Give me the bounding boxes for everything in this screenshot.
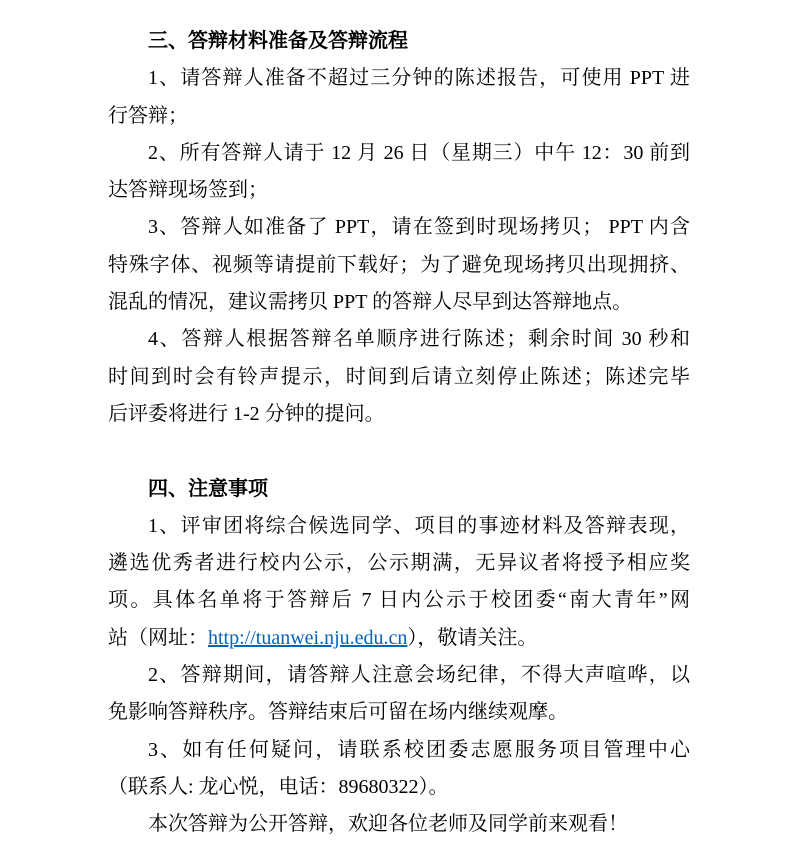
paragraph-line: 混乱的情况，建议需拷贝 PPT 的答辩人尽早到达答辩地点。 (108, 291, 633, 314)
section-heading: 三、答辩材料准备及答辩流程 (148, 30, 408, 52)
paragraph-line: 3、如有任何疑问，请联系校团委志愿服务项目管理中心 (148, 738, 690, 761)
paragraph-line: （联系人: 龙心悦，电话：89680322）。 (108, 775, 449, 798)
paragraph-line: 后评委将进行 1-2 分钟的提问。 (108, 402, 385, 425)
paragraph (108, 60, 690, 135)
paragraph (108, 657, 690, 732)
paragraph (108, 321, 690, 433)
section-notes (108, 471, 690, 844)
document-page (108, 23, 690, 844)
paragraph-line: 特殊字体、视频等请提前下载好；为了避免现场拷贝出现拥挤、 (108, 253, 690, 276)
paragraph-line: 遴选优秀者进行校内公示，公示期满，无异议者将授予相应奖 (108, 552, 690, 575)
section-procedure (108, 23, 690, 433)
paragraph-line: 2、所有答辩人请于 12 月 26 日（星期三）中午 12：30 前到 (148, 141, 690, 164)
paragraph (108, 135, 690, 210)
closing-line: 本次答辩为公开答辩，欢迎各位老师及同学前来观看！ (148, 813, 628, 836)
section-heading: 四、注意事项 (148, 477, 268, 500)
paragraph-line: 1、评审团将综合候选同学、项目的事迹材料及答辩表现， (148, 514, 690, 537)
paragraph-line (108, 620, 690, 657)
website-link[interactable]: http://tuanwei.nju.edu.cn (208, 626, 408, 649)
paragraph-line: 项。具体名单将于答辩后 7 日内公示于校团委“南大青年”网 (108, 589, 690, 612)
paragraph-line: 时间到时会有铃声提示，时间到后请立刻停止陈述；陈述完毕 (108, 365, 690, 388)
line-text: 站（网址： (108, 626, 208, 649)
paragraph-line: 4、答辩人根据答辩名单顺序进行陈述；剩余时间 30 秒和 (148, 328, 690, 351)
paragraph-line: 行答辩； (108, 104, 188, 127)
paragraph-line: 2、答辩期间，请答辩人注意会场纪律，不得大声喧哗，以 (148, 664, 690, 687)
paragraph-line: 免影响答辩秩序。答辩结束后可留在场内继续观摩。 (108, 701, 568, 724)
paragraph-line: 3、答辩人如准备了 PPT，请在签到时现场拷贝； PPT 内含 (148, 216, 690, 239)
paragraph (108, 508, 690, 657)
paragraph (108, 732, 690, 807)
paragraph-line: 达答辩现场签到； (108, 179, 268, 202)
paragraph-line: 1、请答辩人准备不超过三分钟的陈述报告，可使用 PPT 进 (148, 67, 690, 90)
line-text: ），敬请关注。 (407, 626, 538, 649)
blank-line (108, 433, 690, 470)
paragraph (108, 209, 690, 321)
